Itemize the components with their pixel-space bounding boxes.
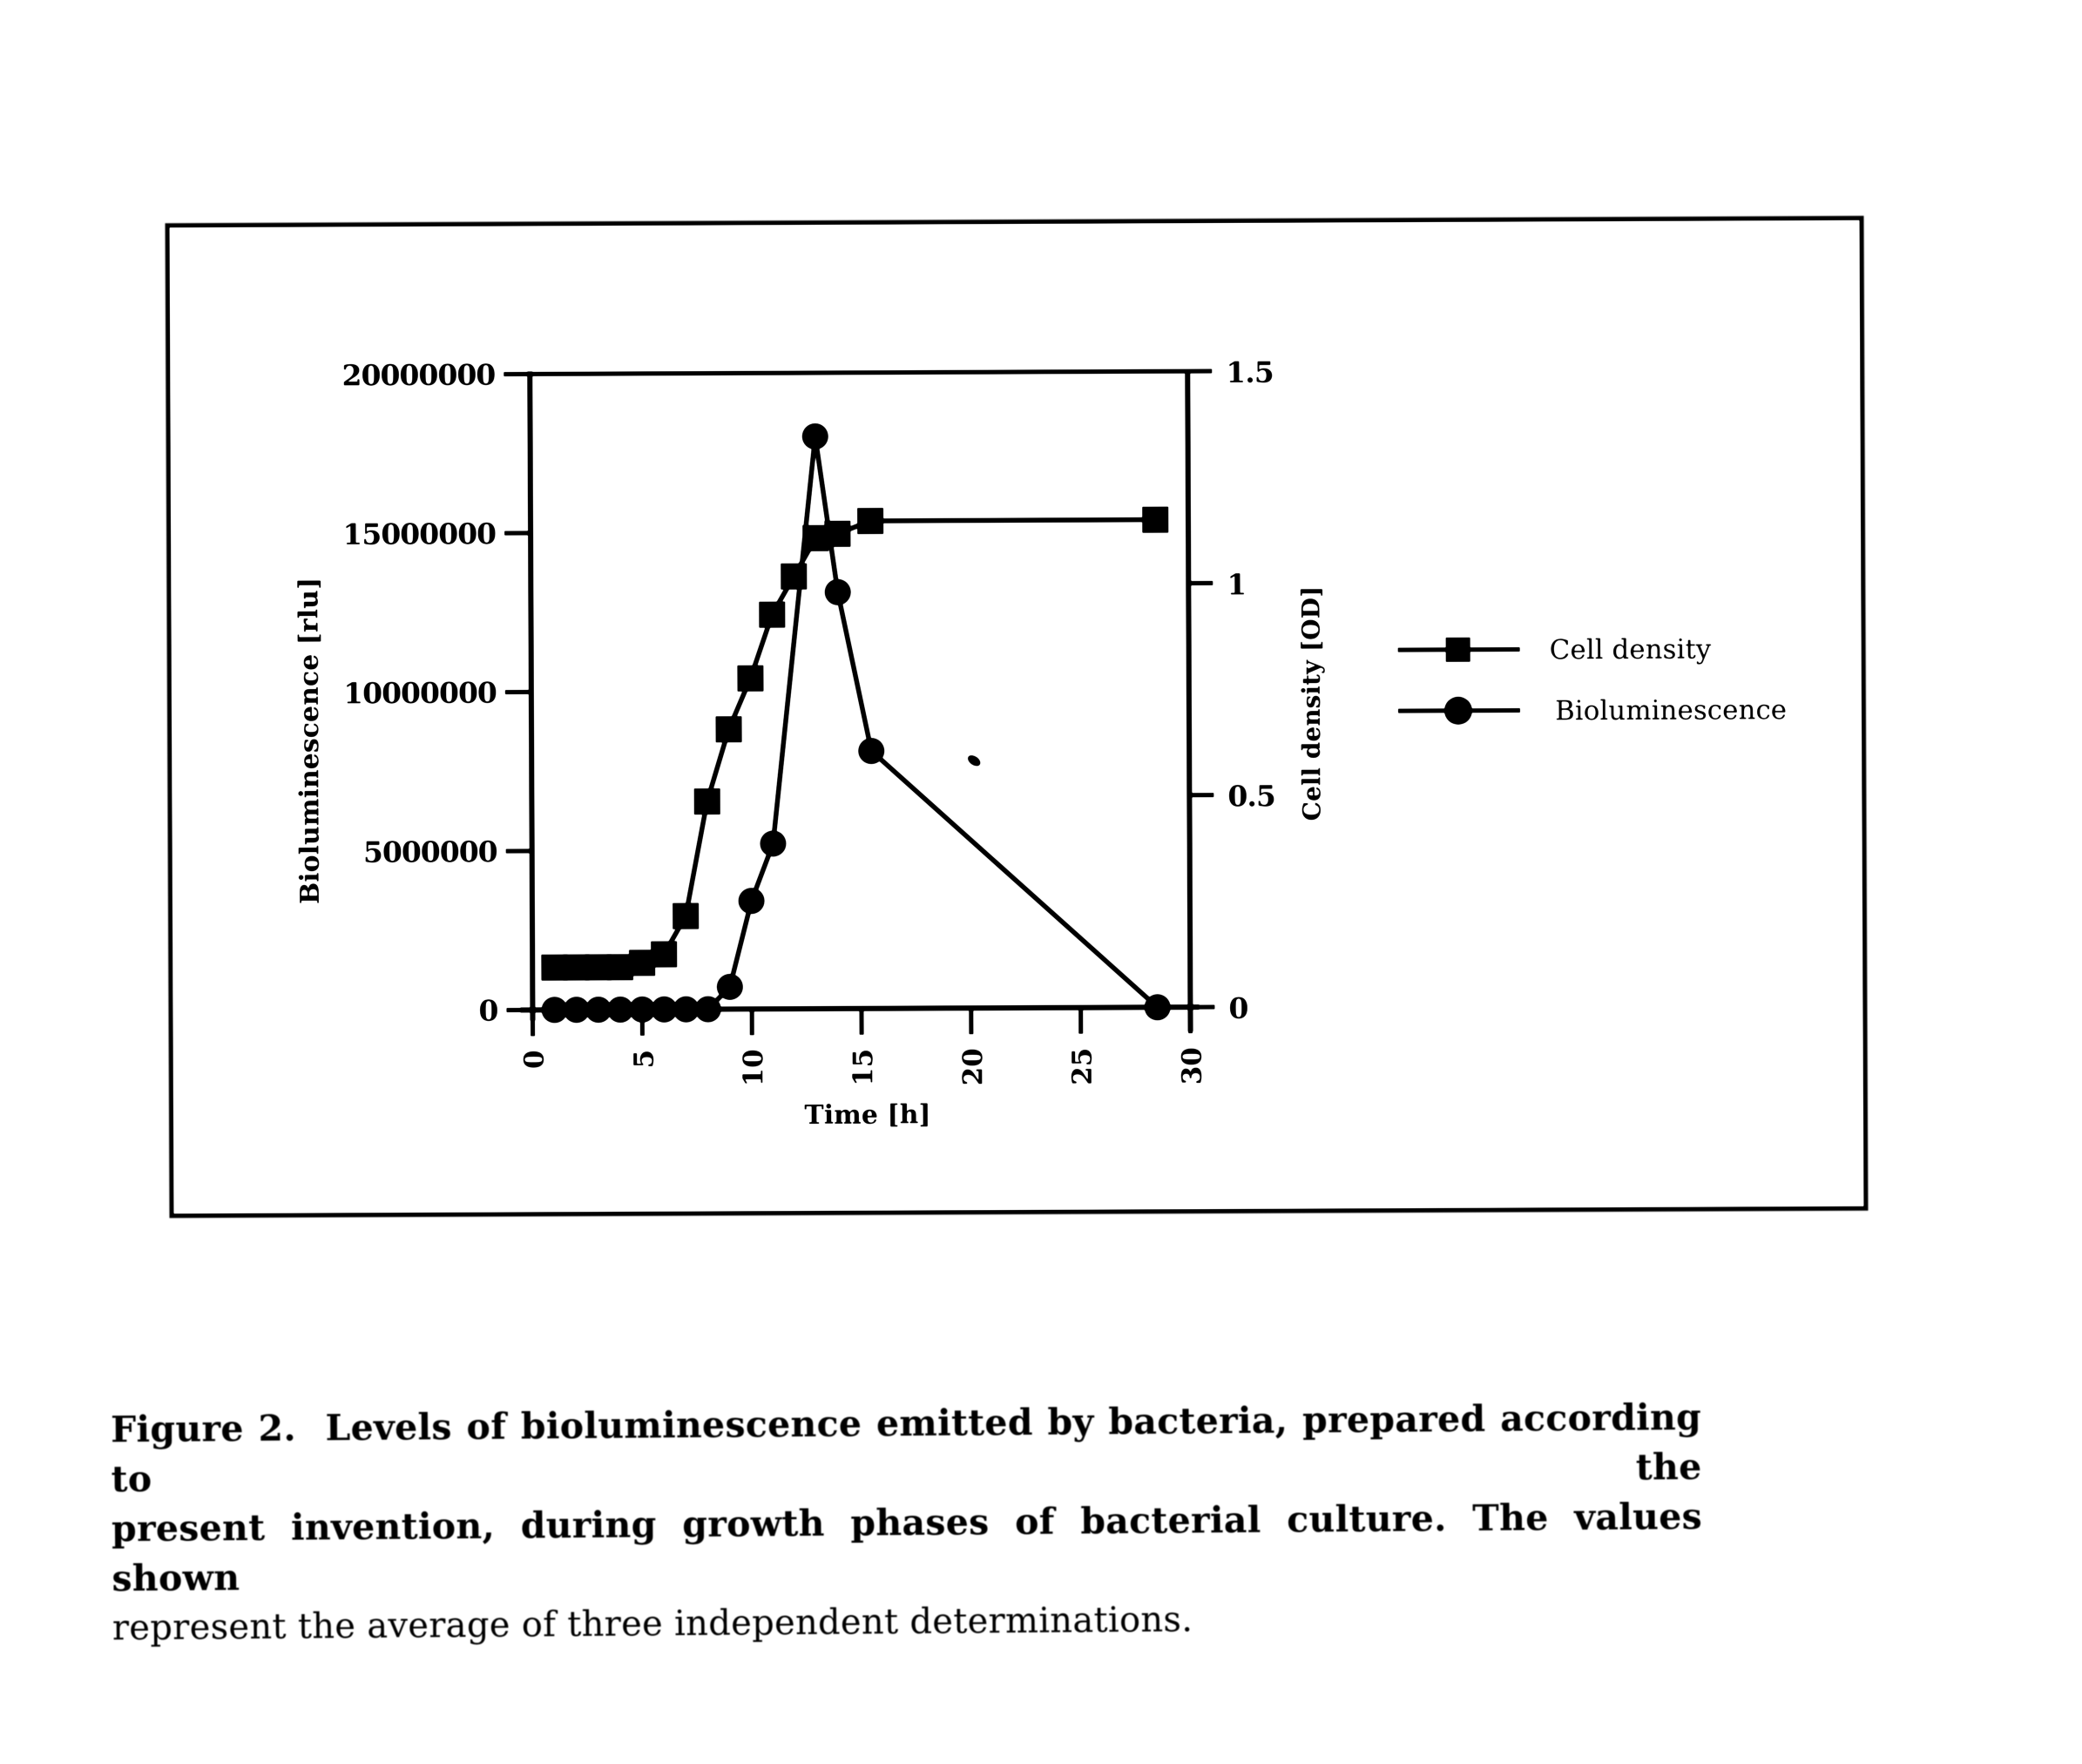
legend-item-bioluminescence (1398, 694, 1787, 727)
y-left-axis-title: Bioluminescence [rlu] (294, 577, 326, 905)
y-right-tick-label: 0.5 (1227, 779, 1275, 814)
square-marker (759, 602, 785, 628)
y-right-ticks (1187, 355, 1276, 1025)
circle-marker (858, 738, 884, 764)
caption-line-3: represent the average of three independent determinations. (112, 1599, 1193, 1649)
y-right-axis-title: Cell density [OD] (1296, 585, 1327, 821)
square-marker (715, 716, 741, 742)
x-tick-label: 0 (518, 1050, 551, 1070)
square-marker (857, 508, 883, 534)
y-left-tick-label: 0 (478, 993, 498, 1028)
series-bioluminescence (539, 422, 1171, 1023)
circle-marker (760, 830, 786, 856)
figure-frame (166, 216, 1869, 1218)
series-line (552, 520, 1157, 968)
caption-line-1: Figure 2. Levels of bioluminescence emitted by bacteria, prepared according to the (110, 1396, 1702, 1501)
circle-marker (802, 423, 828, 449)
circle-marker (1145, 994, 1171, 1020)
square-marker (673, 903, 699, 929)
legend-square-marker (1446, 638, 1470, 662)
circle-marker (695, 996, 721, 1022)
y-left-tick-label: 5000000 (362, 835, 497, 869)
circle-marker (739, 888, 765, 914)
caption-line-2: present invention, during growth phases of bacterial culture. The values shown (111, 1495, 1703, 1600)
x-tick-label: 5 (628, 1049, 660, 1069)
x-tick-label: 30 (1176, 1047, 1208, 1085)
y-left-ticks (341, 357, 532, 1028)
square-marker (1142, 507, 1168, 533)
plot-frame (517, 368, 1199, 1034)
square-marker (651, 941, 677, 967)
y-right-tick-label: 1 (1227, 567, 1247, 602)
legend (1398, 633, 1788, 727)
legend-circle-marker (1444, 697, 1472, 725)
y-right-tick-label: 1.5 (1226, 355, 1274, 389)
x-axis-title: Time [h] (804, 1099, 931, 1132)
x-tick-label: 10 (738, 1049, 770, 1087)
x-tick-label: 25 (1066, 1047, 1099, 1085)
figure-caption (111, 1393, 1703, 1653)
legend-label: Bioluminescence (1554, 694, 1788, 727)
x-tick-label: 20 (957, 1048, 990, 1086)
y-left-tick-label: 10000000 (343, 675, 497, 711)
circle-marker (717, 974, 743, 1000)
y-left-tick-label: 20000000 (341, 357, 496, 393)
scan-speck (966, 754, 983, 768)
square-marker (737, 666, 763, 692)
legend-label: Cell density (1549, 633, 1712, 666)
square-marker (694, 788, 720, 814)
y-right-tick-label: 0 (1228, 990, 1248, 1025)
growth-phases-chart (170, 220, 1864, 1213)
legend-item-cell-density (1398, 634, 1712, 667)
y-left-tick-label: 15000000 (342, 517, 497, 551)
x-tick-label: 15 (848, 1048, 880, 1086)
series-cell-density (539, 507, 1170, 981)
circle-marker (825, 579, 851, 605)
